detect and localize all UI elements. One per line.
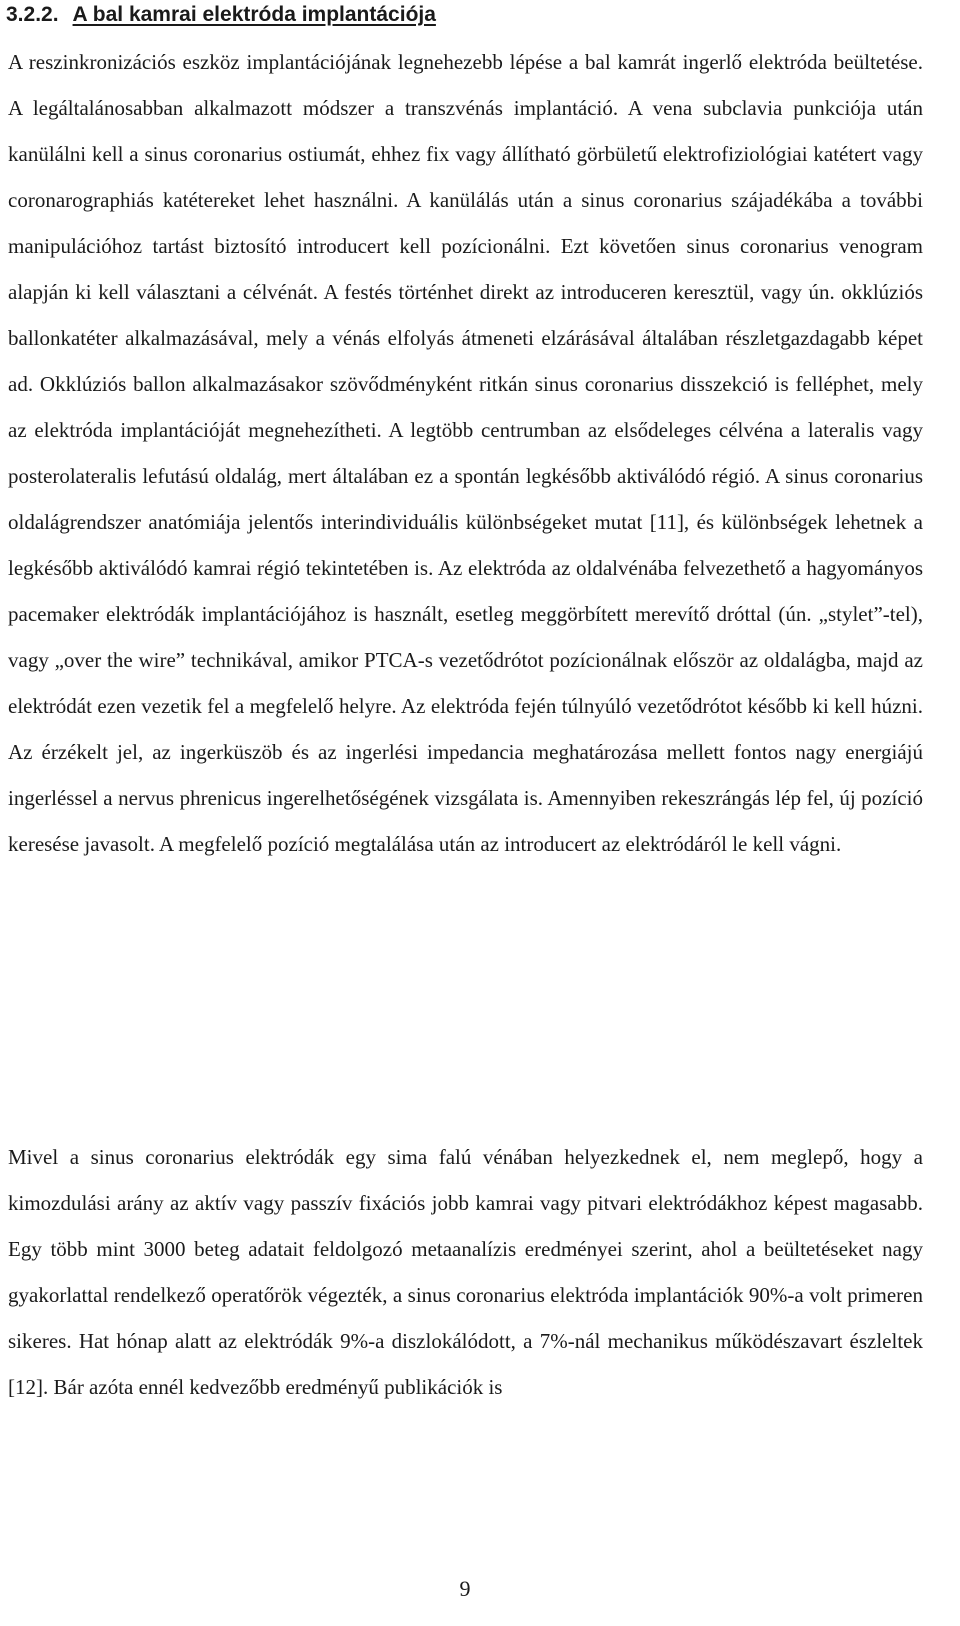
- section-title: A bal kamrai elektróda implantációja: [72, 3, 436, 26]
- section-number: 3.2.2.: [6, 3, 59, 26]
- paragraph-1: A reszinkronizációs eszköz implantációjának legnehezebb lépése a bal kamrát ingerlő elektróda beültetése. A legáltalánosabban alkalmazott módszer a transzvénás implantáció. A vena subclavia punkciója után kanülálni kell a sinus coronarius ostiumát, ehhez fix vagy állítható görbületű elektrofiziológiai katétert vagy coronarographiás katétereket lehet használni. A kanülálás után a sinus coronarius szájadékába a további manipulációhoz tartást biztosító introducert kell pozícionálni. Ezt követően sinus coronarius venogram alapján ki kell választani a célvénát. A festés történhet direkt az introduceren keresztül, vagy ún. okklúziós ballonkatéter alkalmazásával, mely a vénás elfolyás átmeneti elzárásával általában részletgazdagabb képet ad. Okklúziós ballon alkalmazásakor szövődményként ritkán sinus coronarius disszekció is felléphet, mely az elektróda implantációját megnehezítheti. A legtöbb centrumban az elsődeleges célvéna a lateralis vagy posterolateralis lefutású oldalág, mert általában ez a spontán legkésőbb aktiválódó régió. A sinus coronarius oldalágrendszer anatómiája jelentős interindividuális különbségeket mutat [11], és különbségek lehetnek a legkésőbb aktiválódó kamrai régió tekintetében is. Az elektróda az oldalvénába felvezethető a hagyományos pacemaker elektródák implantációjához is használt, esetleg meggörbített merevítő dróttal (ún. „stylet”-tel), vagy „over the wire” technikával, amikor PTCA-s vezetődrótot pozícionálnak először az oldalágba, majd az elektródát ezen vezetik fel a megfelelő helyre. Az elektróda fején túlnyúló vezetődrótot később ki kell húzni. Az érzékelt jel, az ingerküszöb és az ingerlési impedancia meghatározása mellett fontos nagy energiájú ingerléssel a nervus phrenicus ingerelhetőségének vizsgálata is. Amennyiben rekeszrángás lép fel, új pozíció keresése javasolt. A megfelelő pozíció megtalálása után az introducert az elektródáról le kell vágni.: [8, 50, 923, 856]
- section-heading: [6, 0, 436, 30]
- paragraph-2: Mivel a sinus coronarius elektródák egy sima falú vénában helyezkednek el, nem meglepő, hogy a kimozdulási arány az aktív vagy passzív fixációs jobb kamrai vagy pitvari elektródákhoz képest magasabb. Egy több mint 3000 beteg adatait feldolgozó metaanalízis eredményei szerint, ahol a beültetéseket nagy gyakorlattal rendelkező operatőrök végezték, a sinus coronarius elektróda implantációk 90%-a volt primeren sikeres. Hat hónap alatt az elektródák 9%-a diszlokálódott, a 7%-nál mechanikus működészavart észleltek [12]. Bár azóta ennél kedvezőbb eredményű publikációk is: [8, 1145, 923, 1399]
- page-number: 9: [459, 1576, 471, 1601]
